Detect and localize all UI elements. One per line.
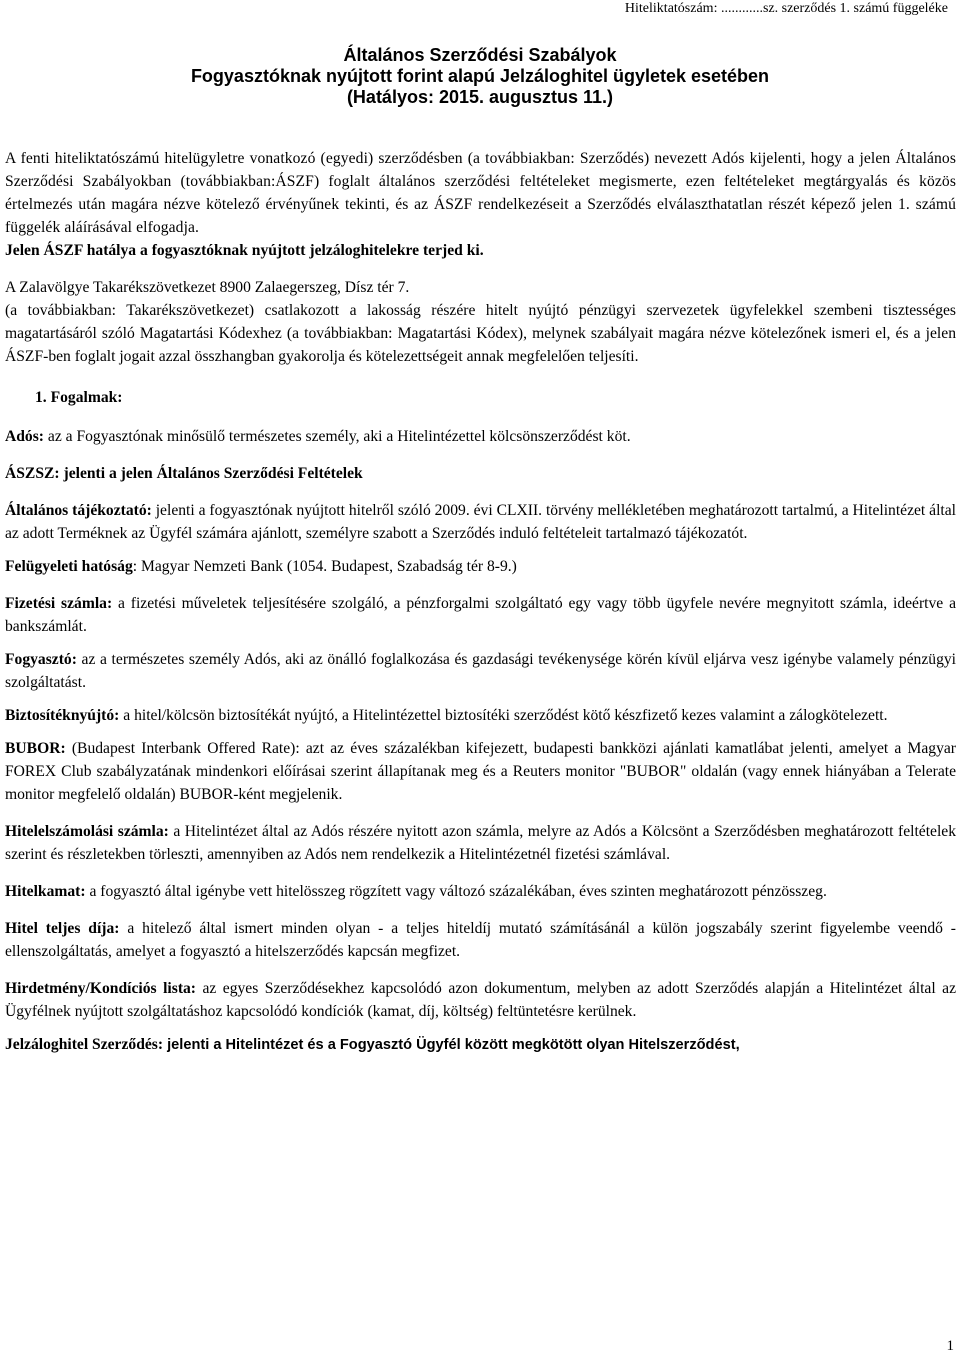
definition-text: a Hitelintézet által az Adós részére nyitott azon számla, melyre az Adós a Kölcsönt a Szerződésben meghatározott feltételek szerint és részletekben törleszti, amennyiben az Adós nem rendelkezik a Hitelintézetnél fizetési számlával.	[5, 823, 957, 863]
definition-aszsz	[5, 462, 956, 485]
document-title	[0, 45, 960, 108]
definition-text: : Magyar Nemzeti Bank (1054. Budapest, Szabadság tér 8-9.)	[132, 558, 517, 575]
bank-address: A Zalavölgye Takarékszövetkezet 8900 Zalaegerszeg, Dísz tér 7.	[5, 279, 410, 296]
definition-term: Általános tájékoztató:	[5, 502, 152, 519]
definition-term: Hitelkamat:	[5, 883, 86, 900]
definition-term: BUBOR:	[5, 740, 66, 757]
definition-term: Biztosítéknyújtó:	[5, 707, 120, 724]
scope-statement: Jelen ÁSZF hatálya a fogyasztóknak nyújtott jelzáloghitelekre terjed ki.	[5, 242, 484, 259]
definition-text: jelenti a Hitelintézet és a Fogyasztó Ügyfél között megkötött olyan Hitelszerződést,	[163, 1037, 740, 1053]
definition-text: az egyes Szerződésekhez kapcsolódó azon dokumentum, melyben az adott Szerződés alapján a Hitelintézet által az Ügyfélnek nyújtott szolgáltatáshoz kapcsolódó kondíciók (kamat, díj, költség) feltüntetésre kerülnek.	[5, 980, 956, 1020]
definition-text: a hitelező által ismert minden olyan - a teljes hiteldíj mutató számításánál a külön jogszabály szerint figyelembe veendő - ellenszolgáltatás, amelyet a fogyasztó a hitelszerződés kapcsán megfizet.	[5, 920, 957, 960]
definition-text: jelenti a fogyasztónak nyújtott hitelről szóló 2009. évi CLXII. törvény mellékletében meghatározott tartalmú, a Hitelintézet által az adott Terméknek az Ügyfél számára ajánlott, személyre szabott a Szerződés induló feltételeit tartalmazó tájékozatót.	[5, 502, 956, 542]
definition-term: Felügyeleti hatóság	[5, 558, 133, 575]
intro-paragraph: A fenti hiteliktatószámú hitelügyletre vonatkozó (egyedi) szerződésben (a továbbiakban: Szerződés) nevezett Adós kijelenti, hogy a jelen Általános Szerződési Szabályokban (továbbiakban:ÁSZF) foglalt általános szerződési feltételeket megismerte, ezen feltételeket megtárgyalás és közös értelmezés után magára nézve kötelező érvényűnek tekinti, és az ÁSZF rendelkezéseit a Szerződés elválaszthatatlan részét képező jelen 1. számú függelék aláírásával elfogadja.	[5, 150, 956, 236]
definition-term: ÁSZSZ: jelenti a jelen Általános Szerződési Feltételek	[5, 465, 363, 482]
definition-fogyaszto	[5, 648, 956, 694]
section-heading: 1. Fogalmak:	[35, 389, 123, 406]
definition-bubor	[5, 737, 956, 806]
definition-text: (Budapest Interbank Offered Rate): azt az éves százalékban kifejezett, budapesti bankközi ajánlati kamatlábat jelenti, amelyet a Magyar FOREX Club szabályzatának mindenkori előírásai szerint állapítanak meg és a Reuters monitor "BUBOR" oldalán (vagy ennek hiányában a Telerate monitor megfelelő oldalán) BUBOR-ként megjelenik.	[5, 740, 956, 803]
definition-term: Fizetési számla:	[5, 595, 113, 612]
definition-text: a hitel/kölcsön biztosítékát nyújtó, a Hitelintézettel biztosítéki szerződést kötő készfizető kezes valamint a zálogkötelezett.	[119, 707, 888, 724]
definition-biztositeknyujto	[5, 704, 956, 727]
definition-hitel-teljes-dija	[5, 917, 956, 963]
header-reference: Hiteliktatószám: ............sz. szerződés 1. számú függeléke	[624, 1, 948, 16]
definition-jelzaloghitel-szerzodes	[5, 1033, 956, 1057]
definition-text: a fizetési műveletek teljesítésére szolgáló, a pénzforgalmi szolgáltató egy vagy több ügyfele nevére megnyitott számla, ideértve a bankszámlát.	[5, 595, 956, 635]
definition-term: Adós:	[5, 428, 44, 445]
definition-text: a fogyasztó által igénybe vett hitelösszeg rögzített vagy változó százalékában, éves szinten meghatározott pénzösszeg.	[85, 883, 827, 900]
definition-text: az a Fogyasztónak minősülő természetes személy, aki a Hitelintézettel kölcsönszerződést köt.	[44, 428, 631, 445]
definition-hirdetmeny	[5, 977, 956, 1023]
definition-altalanos-tajekoztato	[5, 499, 956, 545]
definition-term: Hitelelszámolási számla:	[5, 823, 169, 840]
definition-term: Jelzáloghitel Szerződés:	[5, 1036, 164, 1053]
definition-term: Fogyasztó:	[5, 651, 77, 668]
title-line-3: (Hatályos: 2015. augusztus 11.)	[346, 87, 614, 107]
definition-hitelelszamolasi-szamla	[5, 820, 956, 866]
definition-fizetesi-szamla	[5, 592, 956, 638]
document-body	[5, 147, 956, 1057]
definition-term: Hirdetmény/Kondíciós lista:	[5, 980, 196, 997]
definition-term: Hitel teljes díja:	[5, 920, 120, 937]
definition-text: az a természetes személy Adós, aki az önálló foglalkozása és gazdasági tevékenysége körén kívül eljárva vesz igénybe valamely pénzügyi szolgáltatást.	[5, 651, 956, 691]
title-line-1: Általános Szerződési Szabályok	[343, 45, 617, 65]
definition-felugyeleti-hatosag	[5, 555, 956, 578]
title-line-2: Fogyasztóknak nyújtott forint alapú Jelzáloghitel ügyletek esetében	[190, 66, 770, 86]
page-number: 1	[946, 1338, 954, 1354]
code-of-conduct-paragraph: (a továbbiakban: Takarékszövetkezet) csatlakozott a lakosság részére hitelt nyújtó pénzügyi szervezetek ügyfelekkel szembeni tisztességes magatartásáról szóló Magatartási Kódexhez (a továbbiakban: Magatartási Kódex), melynek szabályait magára nézve kötelezőnek ismeri el, és a jelen ÁSZF-ben foglalt jogait azzal összhangban gyakorolja és kötelezettségeit annak megfelelően teljesíti.	[5, 302, 956, 365]
definition-hitelkamat	[5, 880, 956, 903]
definition-adós	[5, 425, 956, 448]
